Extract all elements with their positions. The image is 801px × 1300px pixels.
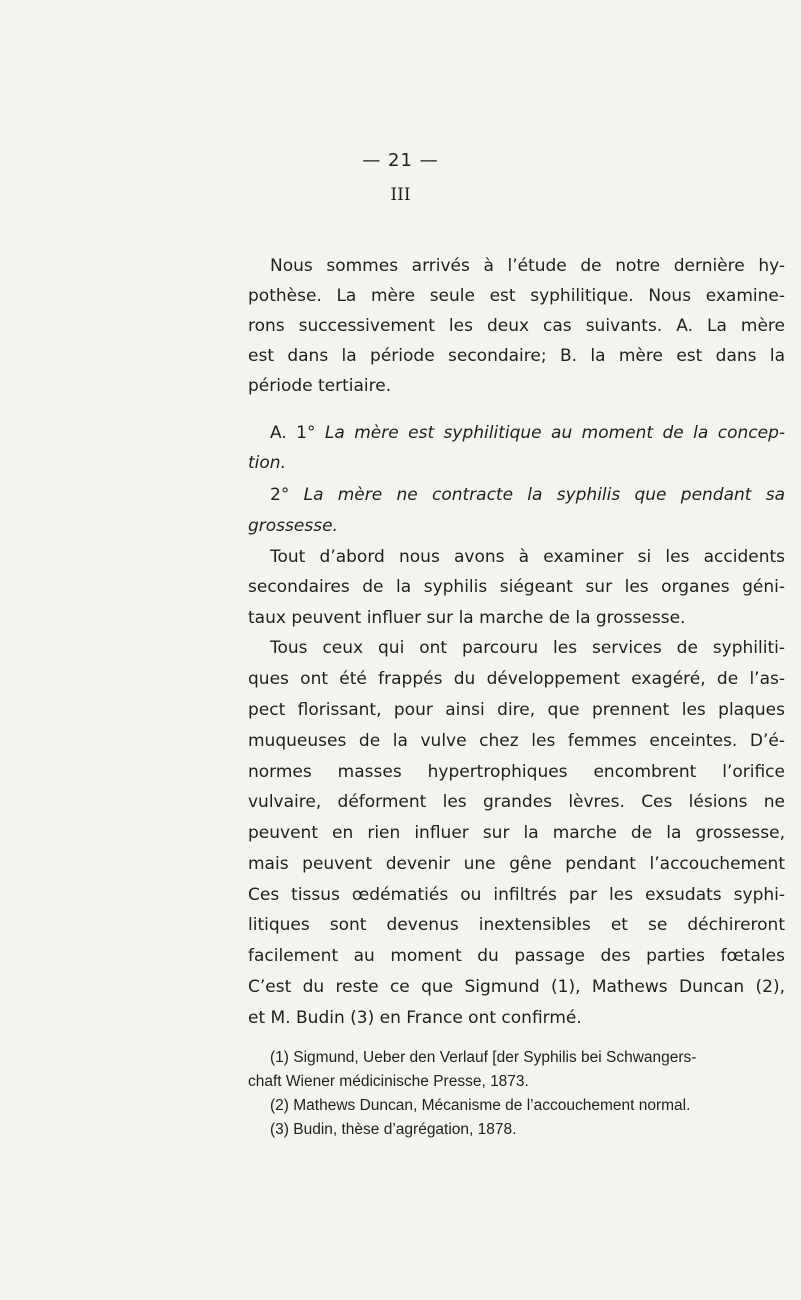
text-line: Tous ceux qui ont parcouru les services de syphiliti-: [270, 638, 785, 658]
text-line: Ces tissus œdématiés ou infiltrés par les exsudats syphi-: [248, 885, 785, 905]
case-2-prefix: 2°: [270, 485, 290, 505]
case-a-prefix: A. 1°: [270, 423, 316, 443]
text-line: Tout d’abord nous avons à examiner si les accidents: [270, 547, 785, 567]
case-a-italic: La mère est syphilitique au moment de la concep-: [324, 423, 785, 443]
text-line: rons successivement les deux cas suivants. A. La mère: [248, 316, 785, 336]
text-line: litiques sont devenus inextensibles et se déchireront: [248, 915, 785, 935]
case-2-line: [270, 484, 785, 506]
footnote: (1) Sigmund, Ueber den Verlauf [der Syphilis bei Schwangers-: [270, 1049, 697, 1066]
text-line: mais peuvent devenir une gêne pendant l’accouchement: [248, 854, 785, 874]
text-line: peuvent en rien influer sur la marche de la grossesse,: [248, 823, 785, 843]
text-line: facilement au moment du passage des parties fœtales: [248, 946, 785, 966]
text-line: normes masses hypertrophiques encombrent l’orifice: [248, 762, 785, 782]
text-line: pect florissant, pour ainsi dire, que prennent les plaques: [248, 700, 785, 720]
section-title: III: [390, 185, 411, 205]
case-2-italic: grossesse.: [248, 516, 338, 536]
case-a-line: [270, 422, 785, 444]
text-line: secondaires de la syphilis siégeant sur les organes géni-: [248, 577, 785, 597]
text-line: et M. Budin (3) en France ont confirmé.: [248, 1008, 582, 1028]
text-line: muqueuses de la vulve chez les femmes enceintes. D’é-: [248, 731, 785, 751]
case-a-italic: tion.: [248, 453, 286, 473]
text-line: taux peuvent influer sur la marche de la grossesse.: [248, 608, 686, 628]
text-line: vulvaire, déforment les grandes lèvres. Ces lésions ne: [248, 792, 785, 812]
case-2-line: [248, 515, 785, 537]
footnote: (2) Mathews Duncan, Mécanisme de l’accouchement normal.: [270, 1097, 691, 1114]
case-2-italic: La mère ne contracte la syphilis que pendant sa: [303, 485, 785, 505]
text-line: pothèse. La mère seule est syphilitique. Nous examine-: [248, 286, 785, 306]
page-number: — 21 —: [362, 150, 439, 171]
footnote: (3) Budin, thèse d’agrégation, 1878.: [270, 1121, 517, 1138]
text-line: est dans la période secondaire; B. la mère est dans la: [248, 346, 785, 366]
footnote: chaft Wiener médicinische Presse, 1873.: [248, 1073, 529, 1090]
text-line: Nous sommes arrivés à l’étude de notre dernière hy-: [270, 256, 785, 276]
text-line: ques ont été frappés du développement exagéré, de l’as-: [248, 669, 785, 689]
text-line: C’est du reste ce que Sigmund (1), Mathews Duncan (2),: [248, 977, 785, 997]
case-a-line: [248, 452, 785, 474]
text-line: période tertiaire.: [248, 376, 392, 396]
